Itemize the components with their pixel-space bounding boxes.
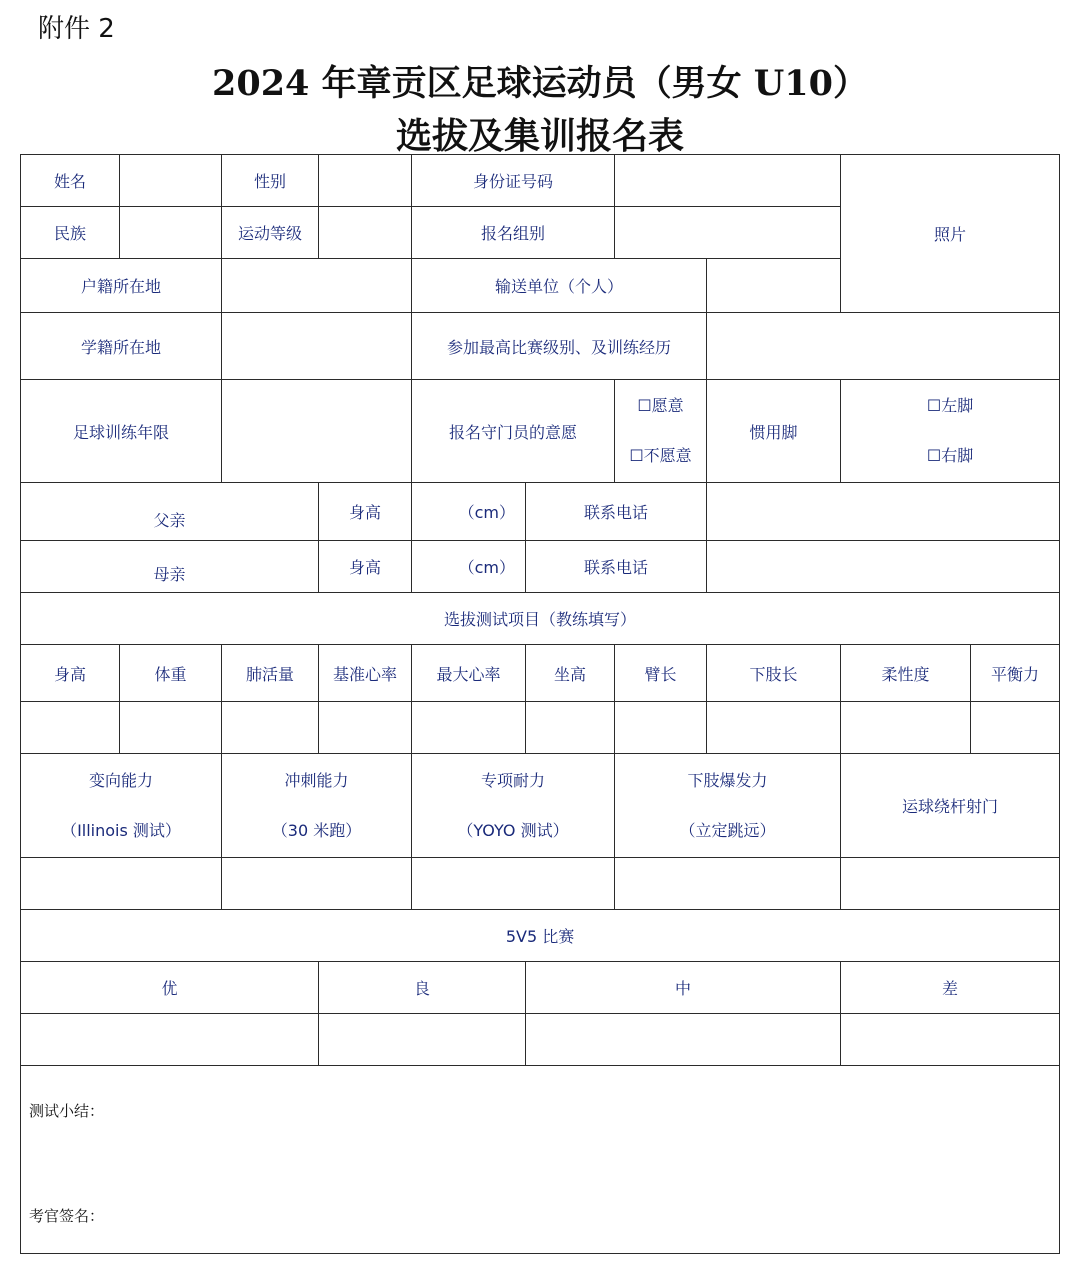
mother-height-field[interactable] <box>412 541 526 593</box>
test-value-cell[interactable] <box>21 702 120 754</box>
mother-phone-label: 联系电话 <box>526 541 707 593</box>
test-header: 平衡力 <box>971 645 1060 702</box>
test-header: 最大心率 <box>412 645 526 702</box>
father-phone-label: 联系电话 <box>526 483 707 541</box>
rating-value-cell[interactable] <box>21 1014 319 1066</box>
ability-test-sub: （YOYO 测试） <box>457 820 569 840</box>
training-years-label: 足球训练年限 <box>21 380 222 483</box>
name-field[interactable] <box>120 155 222 207</box>
test-header: 身高 <box>21 645 120 702</box>
test-value-cell[interactable] <box>971 702 1060 754</box>
father-phone-field[interactable] <box>707 483 1060 541</box>
mother-label: 母亲 <box>153 565 186 584</box>
school-reg-label: 学籍所在地 <box>21 313 222 380</box>
test-header: 肺活量 <box>222 645 319 702</box>
ability-test-name: 运球绕杆射门 <box>902 797 999 816</box>
notes-area[interactable] <box>21 1066 1060 1254</box>
unwilling-checkbox[interactable]: ☐不愿意 <box>629 446 692 465</box>
name-label: 姓名 <box>21 155 120 207</box>
school-reg-field[interactable] <box>222 313 412 380</box>
preferred-foot-options <box>841 380 1060 483</box>
ability-value-cell[interactable] <box>21 858 222 910</box>
test-header: 臂长 <box>615 645 707 702</box>
ability-value-cell[interactable] <box>222 858 412 910</box>
test-value-cell[interactable] <box>707 702 841 754</box>
registration-form <box>20 154 1060 1254</box>
sending-unit-label: 输送单位（个人） <box>412 259 707 313</box>
mother-cm-unit: （cm） <box>458 558 515 577</box>
household-reg-field[interactable] <box>222 259 412 313</box>
gk-willing-options <box>615 380 707 483</box>
rating-header-good: 良 <box>319 962 526 1014</box>
test-section-title: 选拔测试项目（教练填写） <box>21 593 1060 645</box>
gk-willing-label: 报名守门员的意愿 <box>412 380 615 483</box>
father-cm-unit: （cm） <box>458 503 515 522</box>
ability-value-cell[interactable] <box>841 858 1060 910</box>
gender-field[interactable] <box>319 155 412 207</box>
rating-value-cell[interactable] <box>526 1014 841 1066</box>
ability-value-cell[interactable] <box>615 858 841 910</box>
household-reg-label: 户籍所在地 <box>21 259 222 313</box>
mother-name-field[interactable] <box>21 541 319 593</box>
annex-label: 附件 2 <box>38 14 115 44</box>
ethnicity-label: 民族 <box>21 207 120 259</box>
ability-test-header <box>615 754 841 858</box>
ability-test-header <box>412 754 615 858</box>
highest-level-field[interactable] <box>707 313 1060 380</box>
ability-test-sub: （30 米跑） <box>271 820 362 840</box>
sport-level-field[interactable] <box>319 207 412 259</box>
highest-level-label: 参加最高比赛级别、及训练经历 <box>412 313 707 380</box>
rating-header-poor: 差 <box>841 962 1060 1014</box>
mother-height-label: 身高 <box>319 541 412 593</box>
training-years-field[interactable] <box>222 380 412 483</box>
group-field[interactable] <box>615 207 841 259</box>
rating-value-cell[interactable] <box>319 1014 526 1066</box>
ability-test-name: 冲刺能力 <box>284 770 349 790</box>
signature-label: 考官签名： <box>29 1207 105 1225</box>
father-height-field[interactable] <box>412 483 526 541</box>
test-value-cell[interactable] <box>841 702 971 754</box>
father-label: 父亲 <box>153 511 186 530</box>
test-value-cell[interactable] <box>222 702 319 754</box>
test-value-cell[interactable] <box>120 702 222 754</box>
test-header: 基准心率 <box>319 645 412 702</box>
rating-header-excellent: 优 <box>21 962 319 1014</box>
ability-test-name: 变向能力 <box>88 770 153 790</box>
ability-test-name: 专项耐力 <box>481 770 546 790</box>
sport-level-label: 运动等级 <box>222 207 319 259</box>
group-label: 报名组别 <box>412 207 615 259</box>
father-name-field[interactable] <box>21 483 319 541</box>
ability-test-header <box>21 754 222 858</box>
rating-header-average: 中 <box>526 962 841 1014</box>
rating-value-cell[interactable] <box>841 1014 1060 1066</box>
preferred-foot-label: 惯用脚 <box>707 380 841 483</box>
ability-value-cell[interactable] <box>412 858 615 910</box>
test-header: 下肢长 <box>707 645 841 702</box>
photo-box[interactable]: 照片 <box>841 155 1060 313</box>
right-foot-checkbox[interactable]: ☐右脚 <box>926 446 974 465</box>
ethnicity-field[interactable] <box>120 207 222 259</box>
test-header: 体重 <box>120 645 222 702</box>
form-title-line1: 2024 年章贡区足球运动员（男女 U10） <box>211 63 868 104</box>
gender-label: 性别 <box>222 155 319 207</box>
form-title-line2: 选拔及集训报名表 <box>395 115 684 157</box>
ability-test-sub: （立定跳远） <box>679 820 776 840</box>
left-foot-checkbox[interactable]: ☐左脚 <box>926 396 974 415</box>
summary-label: 测试小结： <box>29 1102 105 1120</box>
test-value-cell[interactable] <box>319 702 412 754</box>
mother-phone-field[interactable] <box>707 541 1060 593</box>
willing-checkbox[interactable]: ☐愿意 <box>637 396 684 415</box>
test-value-cell[interactable] <box>615 702 707 754</box>
id-number-field[interactable] <box>615 155 841 207</box>
ability-test-name: 下肢爆发力 <box>687 770 768 790</box>
ability-test-header <box>222 754 412 858</box>
sending-unit-field[interactable] <box>707 259 841 313</box>
ability-test-sub: （Illinois 测试） <box>61 820 181 840</box>
match-title: 5V5 比赛 <box>21 910 1060 962</box>
test-header: 坐高 <box>526 645 615 702</box>
ability-test-header <box>841 754 1060 858</box>
test-header: 柔性度 <box>841 645 971 702</box>
id-number-label: 身份证号码 <box>412 155 615 207</box>
test-value-cell[interactable] <box>412 702 526 754</box>
test-value-cell[interactable] <box>526 702 615 754</box>
father-height-label: 身高 <box>319 483 412 541</box>
